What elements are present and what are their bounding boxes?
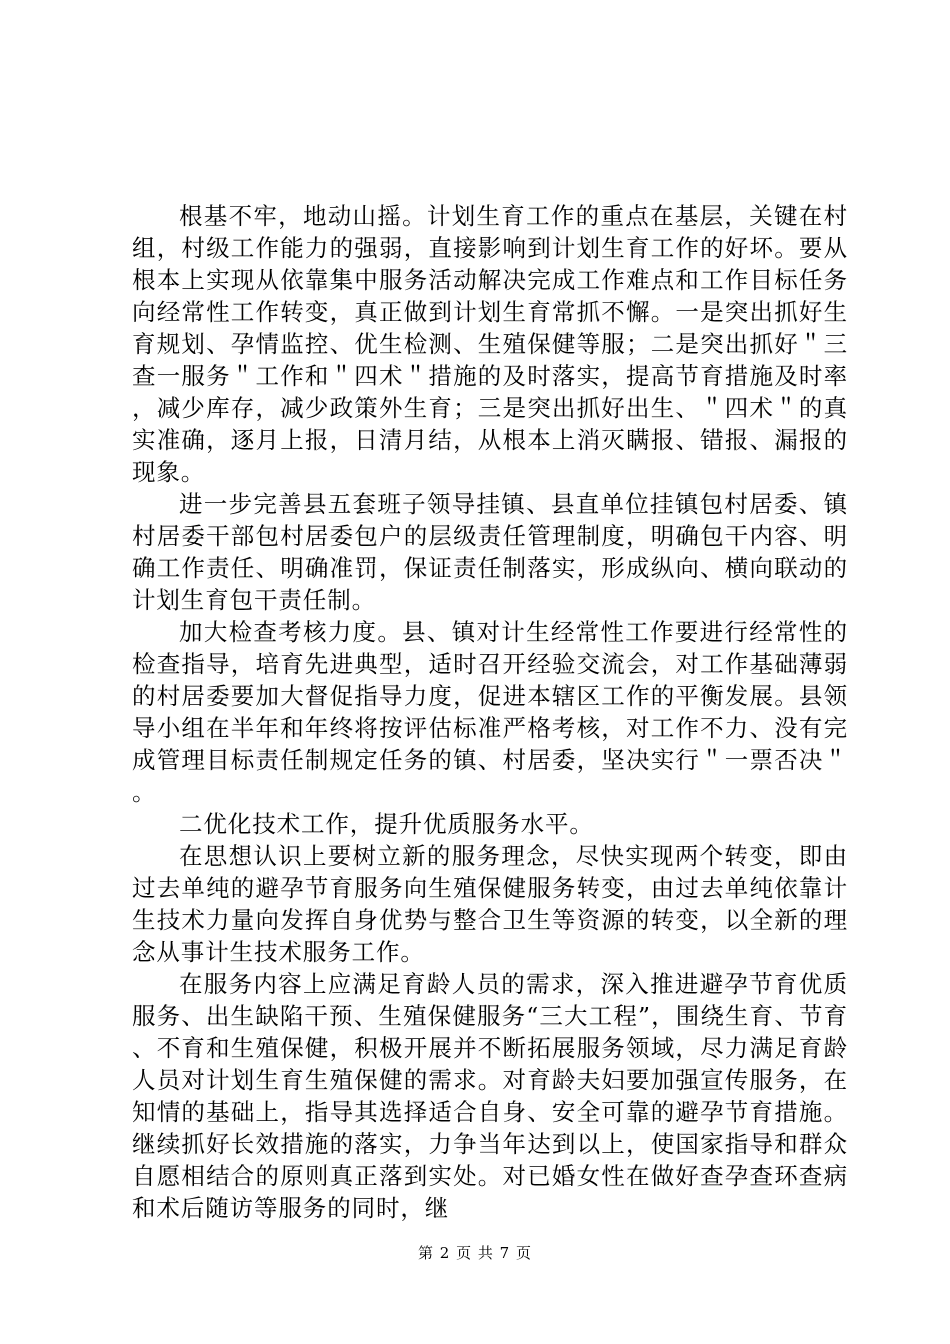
document-body <box>132 200 848 1224</box>
paragraph: 进一步完善县五套班子领导挂镇、县直单位挂镇包村居委、镇村居委干部包村居委包户的层级责任管理制度，明确包干内容、明确工作责任、明确准罚，保证责任制落实，形成纵向、横向联动的计划生育包干责任制。 <box>132 490 848 614</box>
page-number-footer: 第 2 页 共 7 页 <box>418 1244 532 1262</box>
section-heading: 二优化技术工作，提升优质服务水平。 <box>179 810 594 838</box>
paragraph: 在服务内容上应满足育龄人员的需求，深入推进避孕节育优质服务、出生缺陷干预、生殖保健服务“三大工程”，围绕生育、节育、不育和生殖保健，积极开展并不断拓展服务领域，尽力满足育龄人员对计划生育生殖保健的需求。对育龄夫妇要加强宣传服务，在知情的基础上，指导其选择适合自身、安全可靠的避孕节育措施。继续抓好长效措施的落实，力争当年达到以上，使国家指导和群众自愿相结合的原则真正落到实处。对已婚女性在做好查孕查环查病和术后随访等服务的同时，继 <box>132 970 848 1222</box>
paragraph: 加大检查考核力度。县、镇对计生经常性工作要进行经常性的检查指导，培育先进典型，适时召开经验交流会，对工作基础薄弱的村居委要加大督促指导力度，促进本辖区工作的平衡发展。县领导小组在半年和年终将按评估标准严格考核，对工作不力、没有完成管理目标责任制规定任务的镇、村居委，坚决实行＂一票否决＂。 <box>132 618 848 806</box>
paragraph: 根基不牢，地动山摇。计划生育工作的重点在基层，关键在村组，村级工作能力的强弱，直接影响到计划生育工作的好坏。要从根本上实现从依靠集中服务活动解决完成工作难点和工作目标任务向经常性工作转变，真正做到计划生育常抓不懈。一是突出抓好生育规划、孕情监控、优生检测、生殖保健等服；二是突出抓好＂三查一服务＂工作和＂四术＂措施的及时落实，提高节育措施及时率，减少库存，减少政策外生育；三是突出抓好出生、＂四术＂的真实准确，逐月上报，日清月结，从根本上消灭瞒报、错报、漏报的现象。 <box>132 202 848 486</box>
paragraph: 在思想认识上要树立新的服务理念，尽快实现两个转变，即由过去单纯的避孕节育服务向生殖保健服务转变，由过去单纯依靠计生技术力量向发挥自身优势与整合卫生等资源的转变，以全新的理念从事计生技术服务工作。 <box>132 842 848 966</box>
